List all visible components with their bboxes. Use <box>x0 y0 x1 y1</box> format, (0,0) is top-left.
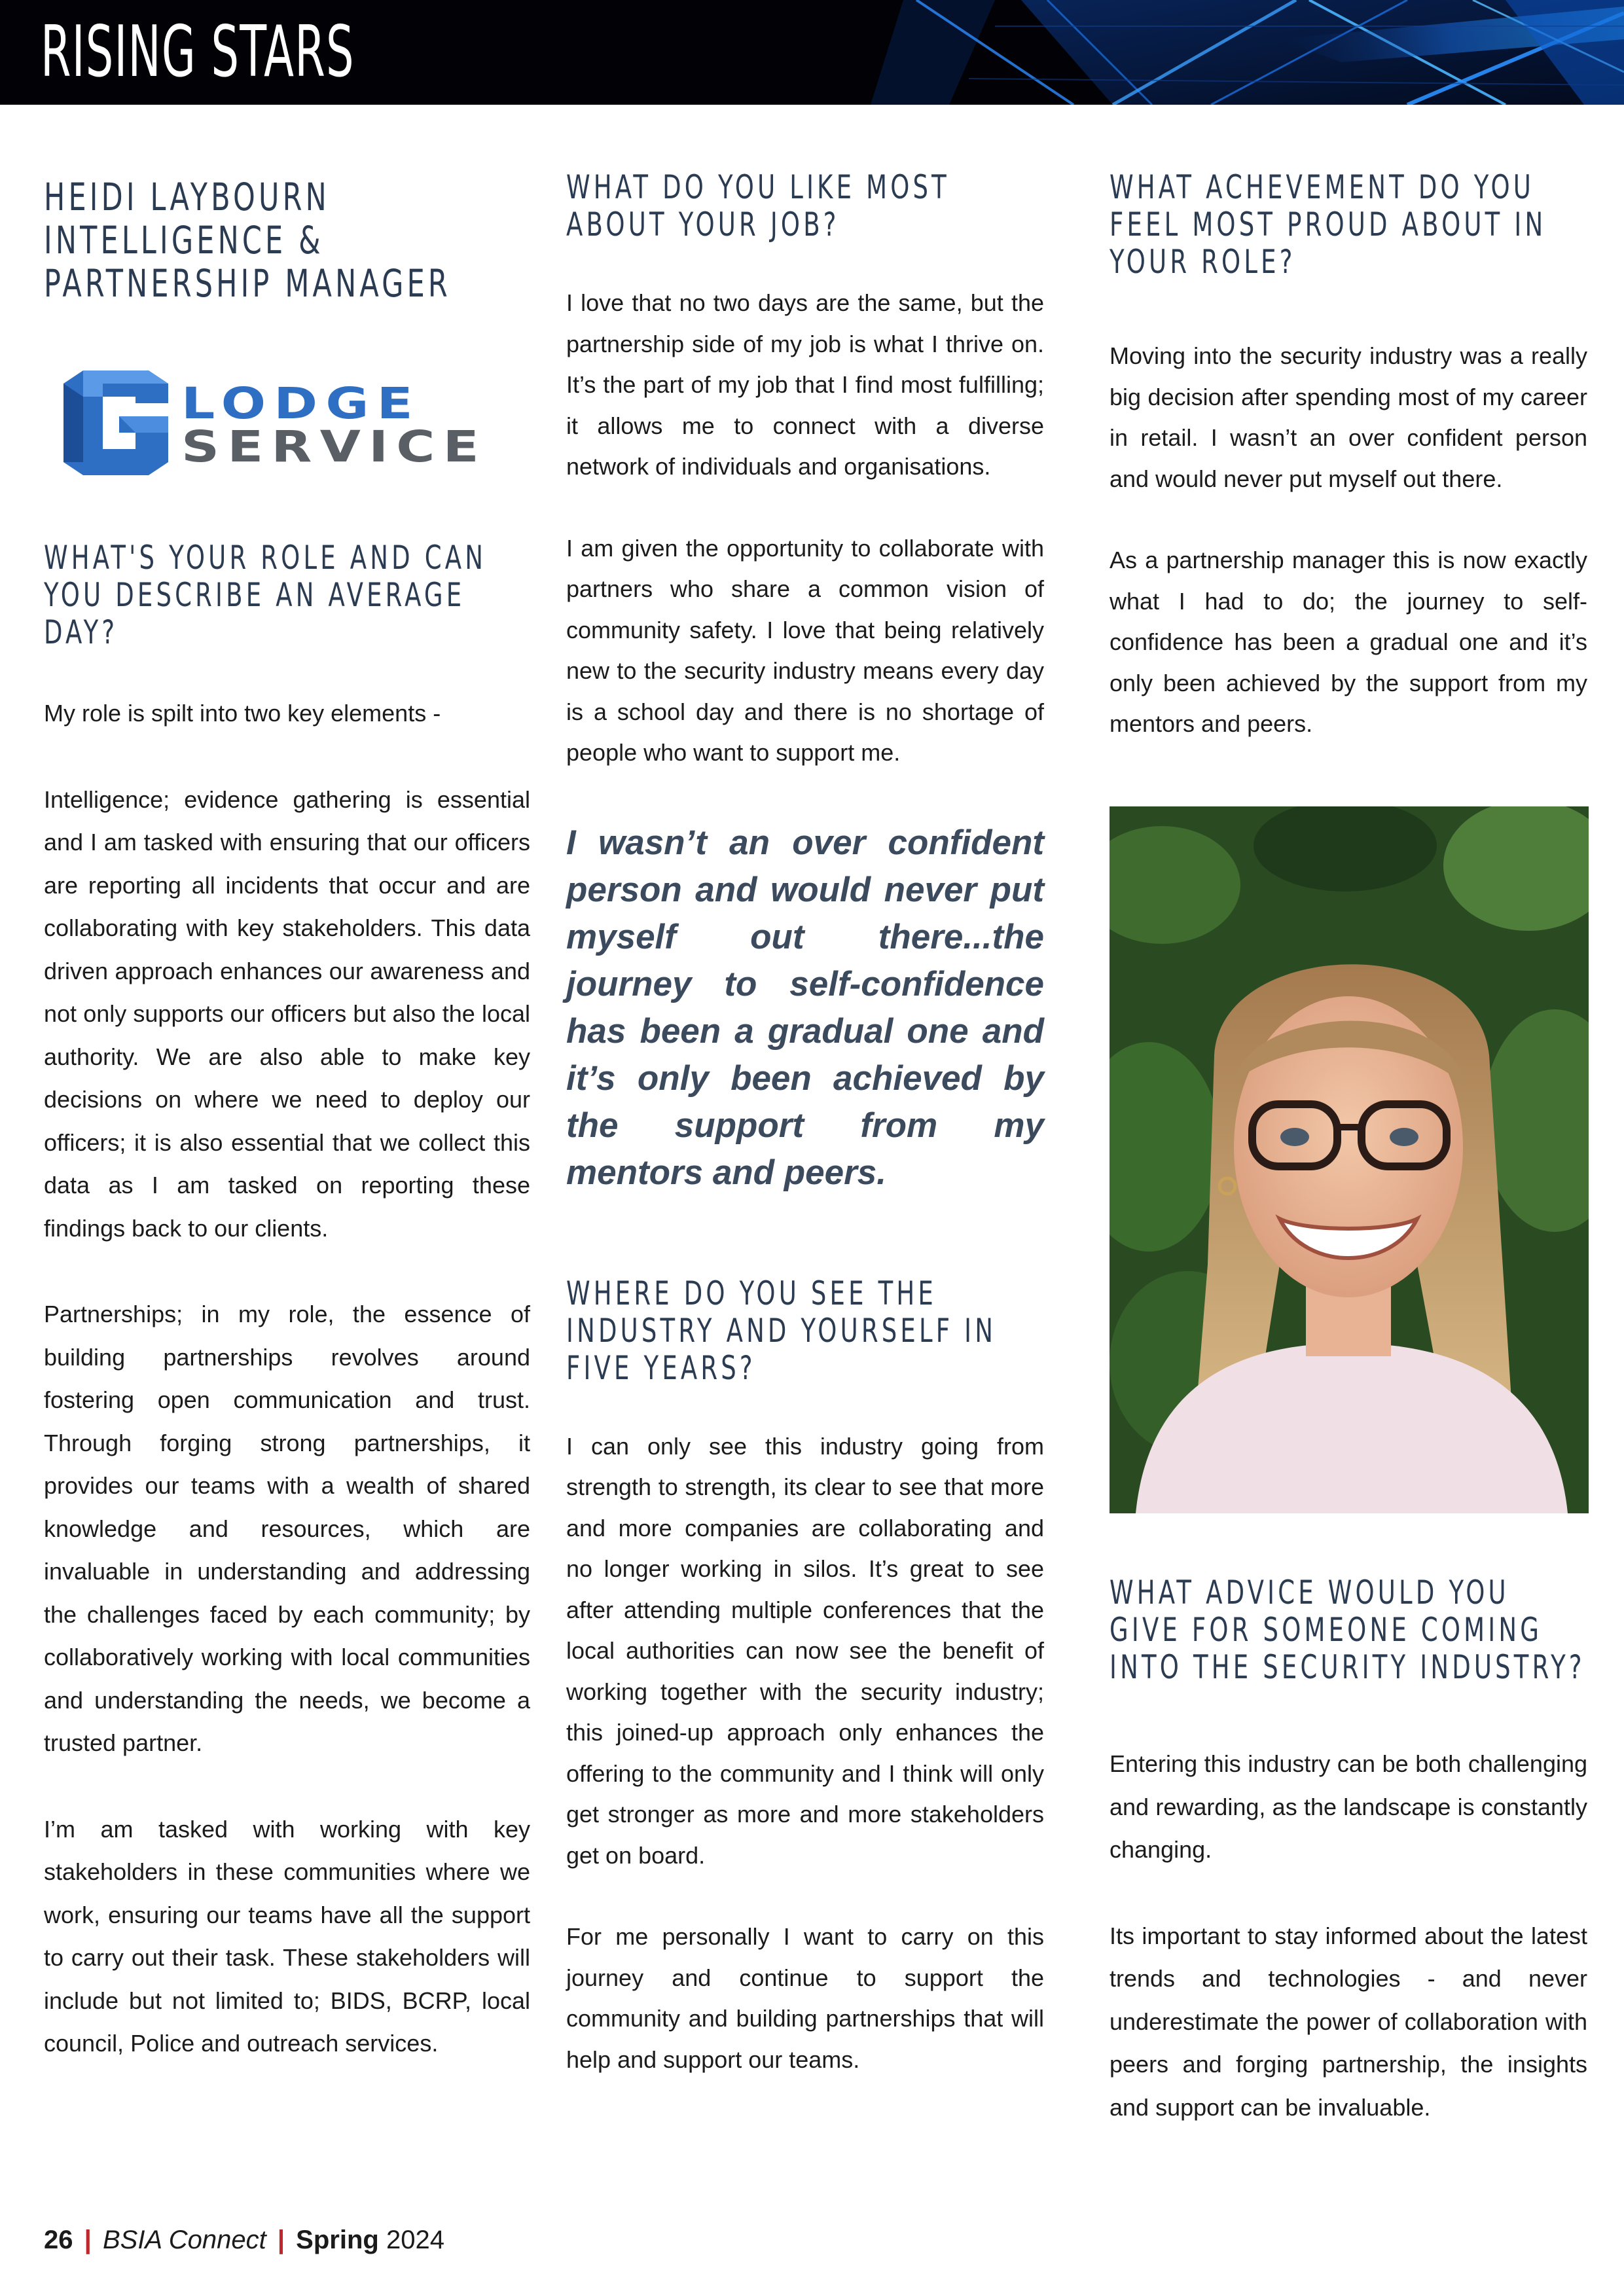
five-years-paragraph-2: For me personally I want to carry on this journey and continue to support the community and building partnerships that will help and support our teams. <box>566 1923 1044 2073</box>
logo-word-service: SERVICE <box>181 422 487 472</box>
role-paragraph-4: I’m am tasked with working with key stakeholders in these communities where we work, ensuring our teams have all the support to carry out their task. These stakeholders will include but not limited to; BIDS, BCRP, local council, Police and outreach services. <box>44 1815 530 2057</box>
column-3 <box>1110 169 1587 745</box>
role-paragraph-3: Partnerships; in my role, the essence of building partnerships revolves around fostering open communication and trust. Through forging strong partnerships, it provides our teams with a wealth of shared knowledge and resources, which are invaluable in understanding and addressing the challenges faced by each community; by collaboratively working with local communities and understanding the needs, we become a trusted partner. <box>44 1301 530 1756</box>
column-2 <box>566 169 1044 2080</box>
role-heading: WHAT'S YOUR ROLE AND CAN YOU DESCRIBE AN AVERAGE DAY? <box>44 539 487 651</box>
logo-word-lodge: LODGE <box>181 378 421 429</box>
advice-heading: WHAT ADVICE WOULD YOU GIVE FOR SOMEONE COMING INTO THE SECURITY INDUSTRY? <box>1110 1574 1585 1686</box>
advice-paragraph-1: Entering this industry can be both challenging and rewarding, as the landscape is constantly changing. <box>1110 1750 1587 1863</box>
pull-quote: I wasn’t an over confident person and would never put myself out there...the journey to self-confidence has been a gradual one and it’s only been achieved by the support from my mentors and peers. <box>566 823 1044 1192</box>
issue-season: Spring <box>296 2226 379 2254</box>
five-years-paragraph-1: I can only see this industry going from strength to strength, its clear to see that more and more companies are collaborating and no longer working in silos. It’s great to see after attending multiple conferences that the local authorities can now see the benefit of working together with the security industry; this joined-up approach only enhances the offering to the community and I think will only get stronger as more and more stakeholders get on board. <box>566 1432 1044 1869</box>
five-years-heading: WHERE DO YOU SEE THE INDUSTRY AND YOURSELF IN FIVE YEARS? <box>566 1274 997 1387</box>
column-1 <box>44 175 530 2065</box>
logo-mark-icon <box>57 364 188 482</box>
achievement-paragraph-1: Moving into the security industry was a really big decision after spending most of my career in retail. I wasn’t an over confident person and would never put myself out there. <box>1110 342 1587 492</box>
lodge-service-logo <box>44 364 502 488</box>
achievement-heading: WHAT ACHEVEMENT DO YOU FEEL MOST PROUD ABOUT IN YOUR ROLE? <box>1110 168 1547 281</box>
banner-title: RISING STARS <box>41 11 355 93</box>
role-paragraph-1: My role is spilt into two key elements - <box>44 700 441 727</box>
role-paragraph-2: Intelligence; evidence gathering is essential and I am tasked with ensuring that our officers are reporting all incidents that occur and are collaborating with key stakeholders. This data driven approach enhances our awareness and not only supports our officers but also the local authority. We are also able to make key decisions on where we need to deploy our officers; it is also essential that we collect this data as I am tasked on reporting these findings back to our clients. <box>44 785 530 1242</box>
achievement-paragraph-2: As a partnership manager this is now exactly what I had to do; the journey to self-confidence has been a gradual one and it’s only been achieved by the support from my mentors and peers. <box>1110 547 1587 737</box>
column-3-lower <box>1110 1574 1587 2129</box>
footer-separator-1: | <box>84 2226 92 2254</box>
page-number: 26 <box>44 2226 73 2254</box>
portrait-photo <box>1110 806 1589 1513</box>
magazine-name: BSIA Connect <box>102 2226 266 2254</box>
like-most-heading: WHAT DO YOU LIKE MOST ABOUT YOUR JOB? <box>566 168 950 243</box>
advice-paragraph-2: Its important to stay informed about the latest trends and technologies - and never underestimate the power of collaboration with peers and forging partnership, the insights and support can be invaluable. <box>1110 1922 1587 2121</box>
like-most-paragraph-2: I am given the opportunity to collaborate with partners who share a common vision of community safety. I love that being relatively new to the security industry means every day is a school day and there is no shortage of people who want to support me. <box>566 534 1044 766</box>
issue-year: 2024 <box>386 2226 444 2254</box>
like-most-paragraph-1: I love that no two days are the same, but the partnership side of my job is what I thrive on. It’s the part of my job that I find most fulfilling; it allows me to connect with a diverse network of individuals and organisations. <box>566 289 1044 480</box>
footer-separator-2: | <box>277 2226 285 2254</box>
profile-heading: HEIDI LAYBOURN INTELLIGENCE & PARTNERSHIP MANAGER <box>44 175 451 306</box>
page-footer <box>44 2226 444 2255</box>
header-banner <box>0 0 1624 105</box>
